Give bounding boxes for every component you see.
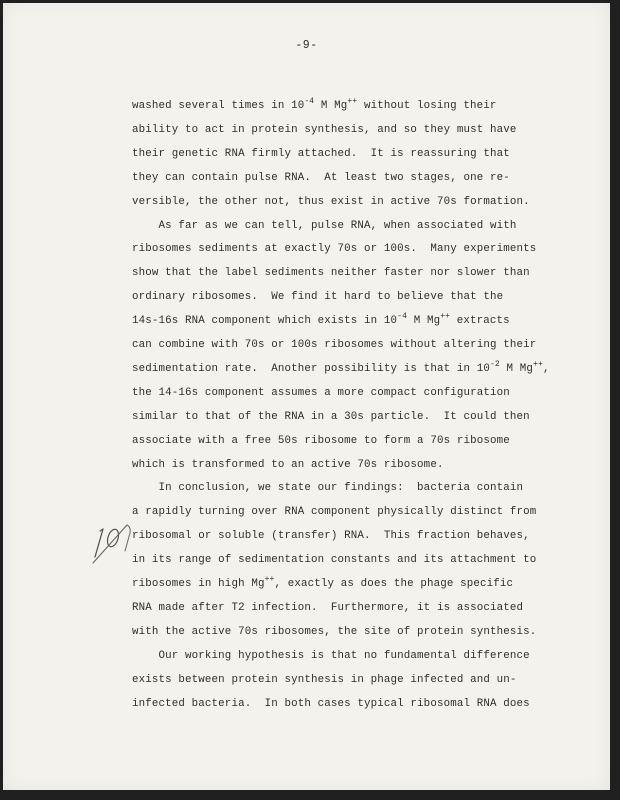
text-run: without losing their <box>357 100 497 112</box>
text-run: As far as we can tell, pulse RNA, when associated with <box>132 219 517 232</box>
superscript: ++ <box>347 97 358 106</box>
text-line <box>132 650 530 662</box>
text-run: the 14-16s component assumes a more compact configuration <box>132 386 510 399</box>
text-line <box>132 359 550 375</box>
text-run: show that the label sediments neither faster nor slower than <box>132 267 530 280</box>
text-line <box>132 148 510 160</box>
page-number: -9- <box>295 39 318 52</box>
text-run: , <box>542 362 550 375</box>
text-run: versible, the other not, thus exist in active 70s formation. <box>132 195 530 208</box>
text-line <box>132 97 497 112</box>
superscript: -2 <box>489 359 500 369</box>
text-line <box>132 459 444 471</box>
text-line <box>132 575 514 590</box>
text-run: RNA made after T2 infection. Furthermore, it is associated <box>132 601 524 614</box>
text-line <box>132 482 523 494</box>
text-line <box>132 312 510 328</box>
text-line <box>132 387 510 399</box>
text-run: M Mg <box>499 362 534 375</box>
text-run: sedimentation rate. Another possibility is that in 10 <box>132 362 490 375</box>
superscript: -4 <box>397 312 408 322</box>
text-line <box>132 602 523 614</box>
text-line <box>132 530 530 542</box>
text-run: their genetic RNA firmly attached. It is reassuring that <box>132 147 510 160</box>
text-run: ribosomes in high Mg <box>132 578 265 590</box>
text-run: ribosomes sediments at exactly 70s or 100s. Many experiments <box>132 243 537 256</box>
text-line <box>132 196 530 208</box>
text-line <box>132 411 530 423</box>
text-line <box>132 435 510 447</box>
text-line <box>132 506 536 518</box>
text-line <box>132 124 517 136</box>
text-line <box>132 172 510 184</box>
text-run: can combine with 70s or 100s ribosomes without altering their <box>132 339 537 351</box>
superscript: ++ <box>533 359 543 369</box>
text-run: ribosomal or soluble (transfer) RNA. This fraction behaves, <box>132 530 530 543</box>
text-run: extracts <box>450 315 510 328</box>
superscript: -4 <box>304 97 315 106</box>
text-line <box>132 291 503 303</box>
text-run: In conclusion, we state our findings: bacteria contain <box>132 482 524 495</box>
superscript: ++ <box>264 575 275 584</box>
text-run: M Mg <box>314 100 348 112</box>
text-run: they can contain pulse RNA. At least two stages, one re- <box>132 171 510 184</box>
text-run: infected bacteria. In both cases typical ribosomal RNA does <box>132 697 530 710</box>
text-run: Our working hypothesis is that no fundamental difference <box>132 649 530 662</box>
text-line <box>132 243 536 255</box>
text-run: associate with a free 50s ribosome to form a 70s ribosome <box>132 434 510 447</box>
text-run: ordinary ribosomes. We find it hard to believe that the <box>132 291 504 304</box>
text-run: washed several times in 10 <box>132 100 305 112</box>
text-line <box>132 339 536 351</box>
text-run: ability to act in protein synthesis, and so they must have <box>132 123 517 136</box>
text-line <box>132 674 517 686</box>
typewritten-page <box>3 3 610 790</box>
text-line <box>132 267 530 279</box>
text-run: , exactly as does the phage specific <box>274 578 514 590</box>
text-line <box>132 626 536 638</box>
text-line <box>132 554 536 566</box>
text-run: in its range of sedimentation constants and its attachment to <box>132 554 537 567</box>
text-run: with the active 70s ribosomes, the site of protein synthesis. <box>132 625 537 638</box>
handwritten-margin-annotation <box>91 511 151 571</box>
text-run: similar to that of the RNA in a 30s particle. It could then <box>132 410 530 423</box>
text-run: exists between protein synthesis in phage infected and un- <box>132 673 517 686</box>
text-line <box>132 698 530 710</box>
text-run: a rapidly turning over RNA component physically distinct from <box>132 506 537 519</box>
text-run: 14s-16s RNA component which exists in 10 <box>132 315 398 328</box>
text-run: which is transformed to an active 70s ribosome. <box>132 458 444 471</box>
text-line <box>132 220 517 232</box>
superscript: ++ <box>440 312 451 322</box>
text-run: M Mg <box>407 315 441 328</box>
